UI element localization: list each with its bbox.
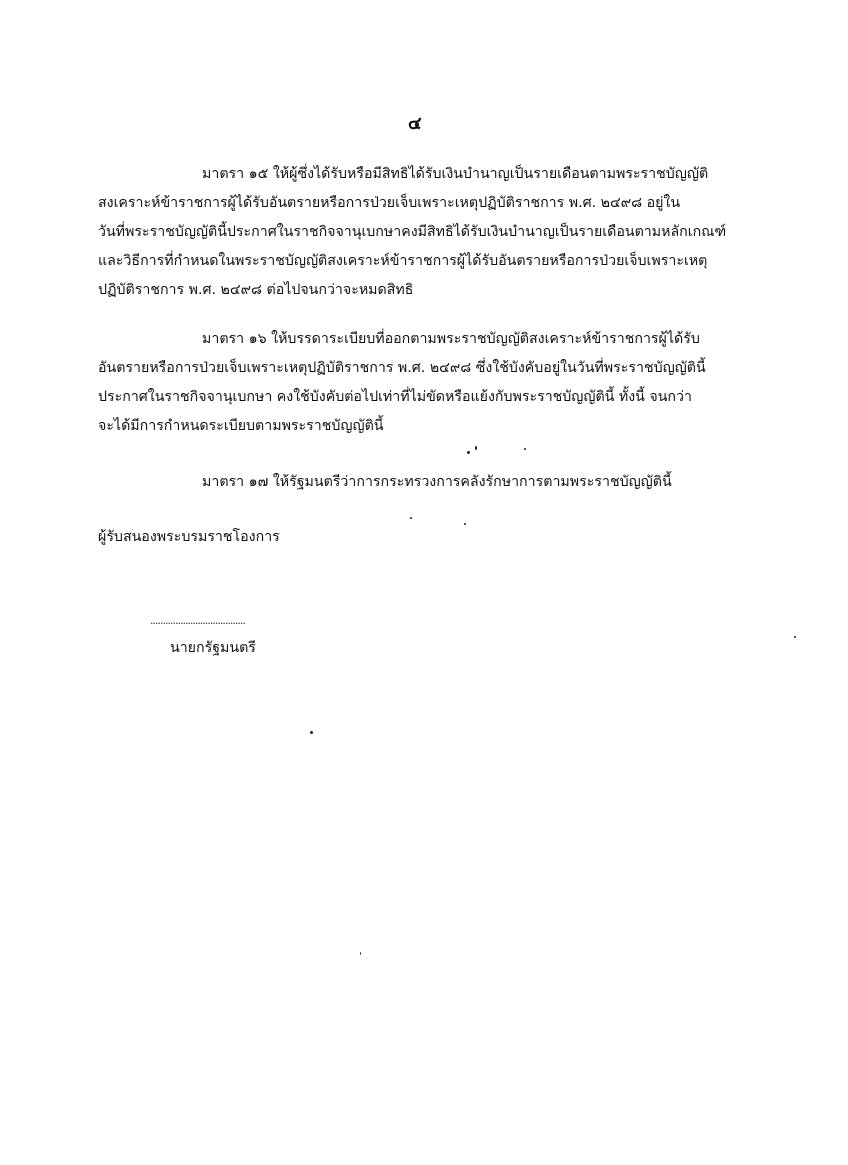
scan-speck <box>410 517 412 519</box>
scan-speck <box>464 523 466 525</box>
scan-speck <box>467 451 470 454</box>
section-16-line: มาตรา ๑๖ ให้บรรดาระเบียบที่ออกตามพระราชบัญญัติสงเคราะห์ข้าราชการผู้ได้รับ <box>202 331 700 347</box>
section-15-line: สงเคราะห์ข้าราชการผู้ได้รับอันตรายหรือการป่วยเจ็บเพราะเหตุปฏิบัติราชการ พ.ศ. ๒๔๙๘ อยู่ใน <box>98 195 681 211</box>
section-15 <box>98 160 730 305</box>
section-17-line: มาตรา ๑๗ ให้รัฐมนตรีว่าการกระทรวงการคลังรักษาการตามพระราชบัญญัตินี้ <box>202 474 672 490</box>
section-16-line: อันตรายหรือการป่วยเจ็บเพราะเหตุปฏิบัติราชการ พ.ศ. ๒๔๙๘ ซึ่งใช้บังคับอยู่ในวันที่พระราชบัญญัตินี้ <box>98 360 706 376</box>
page-number: ๔ <box>408 113 422 134</box>
section-16 <box>98 325 730 441</box>
section-15-line: ปฏิบัติราชการ พ.ศ. ๒๔๙๘ ต่อไปจนกว่าจะหมดสิทธิ <box>98 282 414 298</box>
countersign-text: ผู้รับสนองพระบรมราชโองการ <box>98 529 280 545</box>
scan-speck <box>794 636 796 638</box>
scan-speck <box>475 446 477 450</box>
signature-line: ...................................... <box>150 614 245 627</box>
section-15-line: มาตรา ๑๕ ให้ผู้ซึ่งได้รับหรือมีสิทธิได้รับเงินบำนาญเป็นรายเดือนตามพระราชบัญญัติ <box>202 166 709 182</box>
scan-speck <box>310 731 313 734</box>
section-17 <box>98 468 730 497</box>
signer-title: นายกรัฐมนตรี <box>170 640 256 656</box>
section-16-line: ประกาศในราชกิจจานุเบกษา คงใช้บังคับต่อไปเท่าที่ไม่ขัดหรือแย้งกับพระราชบัญญัตินี้ ทั้งนี้ จนกว่า <box>98 389 692 405</box>
scan-speck <box>360 952 361 955</box>
scan-speck <box>524 448 526 450</box>
section-15-line: และวิธีการที่กำหนดในพระราชบัญญัติสงเคราะห์ข้าราชการผู้ได้รับอันตรายหรือการป่วยเจ็บเพราะเหตุ <box>98 253 708 269</box>
section-15-line: วันที่พระราชบัญญัตินี้ประกาศในราชกิจจานุเบกษาคงมีสิทธิได้รับเงินบำนาญเป็นรายเดือนตามหลักเกณฑ์ <box>98 224 727 240</box>
section-16-line: จะได้มีการกำหนดระเบียบตามพระราชบัญญัตินี้ <box>98 418 384 434</box>
